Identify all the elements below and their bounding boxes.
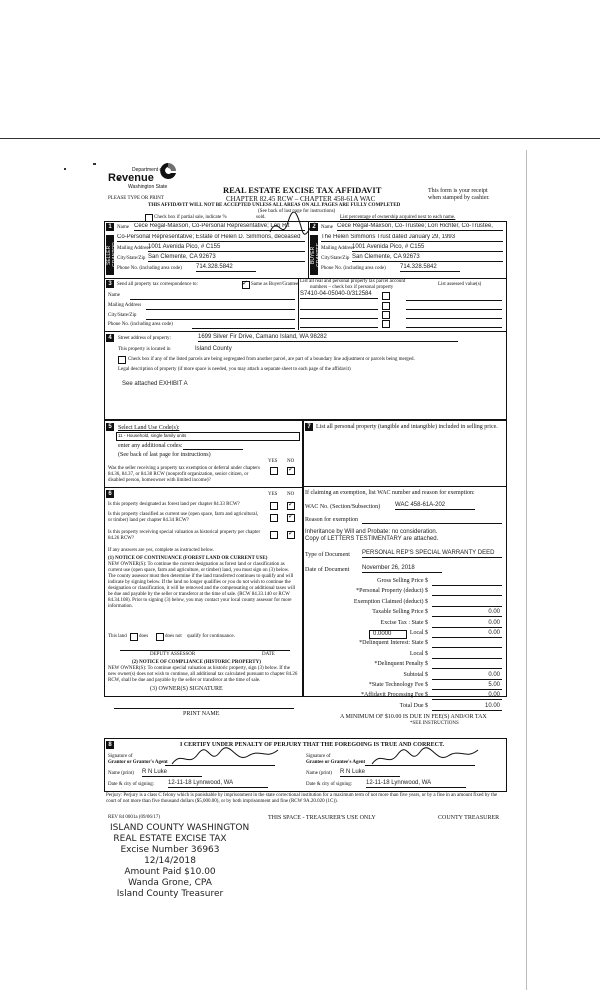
legal-description: See attached EXHIBIT A: [122, 381, 188, 387]
certify-text: I CERTIFY UNDER PENALTY OF PERJURY THAT THE FOREGOING IS TRUE AND CORRECT.: [180, 742, 445, 748]
seller-name-2: Co-Personal Representative; Estate of Helen D. Simmons, deceased: [117, 234, 305, 242]
check-mark-icon: ✓: [242, 279, 248, 287]
tax-row-line: [432, 637, 502, 638]
s6-q2-yes[interactable]: [270, 514, 278, 522]
tax-row-label: *Delinquent Penalty $: [374, 661, 428, 667]
grantee-name: R N Luke: [340, 769, 400, 777]
section-3-number: 3: [106, 280, 114, 288]
s3-phone-line: [192, 328, 295, 329]
does-not-label: does not: [165, 634, 182, 639]
scan-edge-line: [0, 138, 600, 139]
seller-name-label: Name: [117, 225, 129, 230]
stamp-line-3: Excise Number 36963: [120, 845, 220, 855]
grantee-name-label: Name (print): [306, 771, 332, 776]
qualify-label: qualify for continuance.: [187, 634, 235, 639]
scan-margin-line: [526, 150, 527, 990]
s6-q2: Is this property classified as current use (open space, farm and agricultural, or timber) land per chapter 84.34 RCW?: [108, 512, 259, 523]
warning-text: THIS AFFIDAVIT WILL NOT BE ACCEPTED UNLESS ALL AREAS ON ALL PAGES ARE FULLY COMPLETED: [148, 203, 401, 208]
wac-value: WAC 458-61A-202: [395, 502, 475, 510]
land-use-label: Select Land Use Code(s):: [118, 425, 180, 431]
sold-label: sold.: [256, 215, 266, 220]
treasurer-space: THIS SPACE - TREASURER'S USE ONLY: [268, 815, 376, 821]
parcel-2-checkbox[interactable]: [382, 302, 390, 310]
buyer-address: 1001 Avenida Pico, # C155: [352, 244, 503, 252]
stamp-line-5: Amount Paid $10.00: [124, 867, 216, 877]
sig-label-grantee-1: Signature of: [306, 754, 331, 759]
notice1-body: NEW OWNER(S): To continue the current designation as forest land or classification as current use (open space, farm and agriculture, or timber) land, you must sign on (3) below. The county assessor must then determine if the land transferred continues to qualify and will indicate by signing below. If the land no longer qualifies or you do not wish to continue the designation or classification, it will be removed and the compensating or additional taxes will be due and payable by the seller or transferor at the time of sale. (RCW 84.33.140 or RCW 84.34.108). Prior to signing (3) below, you may contact your local county assessor for more information.: [108, 562, 296, 609]
stamp-line-6: Wanda Grone, CPA: [128, 878, 212, 888]
divider: [302, 486, 506, 487]
tax-row-line: [432, 616, 502, 617]
seller-address-label: Mailing Address: [117, 246, 151, 251]
check-mark-icon: ✓: [288, 512, 294, 520]
washington-state-text: Washington State: [128, 184, 168, 190]
buyer-phone: 714.328.5842: [400, 264, 460, 272]
minimum-note-2: *SEE INSTRUCTIONS: [410, 721, 459, 726]
s3-name-label: Name: [108, 293, 120, 298]
print-name-label: PRINT NAME: [183, 711, 220, 717]
seller-phone-label: Phone No. (including area code): [117, 266, 182, 271]
tax-row-label: *Affidavit Processing Fee $: [360, 692, 428, 698]
section-4-number: 4: [106, 334, 114, 342]
minimum-note-1: A MINIMUM OF $10.00 IS DUE IN FEE(S) AND/OR TAX: [340, 714, 487, 720]
tax-row-value: 0.00: [488, 672, 500, 678]
tax-row-line: [432, 679, 502, 680]
tax-row-line: [432, 595, 502, 596]
enter-additional: enter any additional codes:: [118, 443, 183, 449]
signature-scribble-icon: [268, 212, 318, 242]
tax-row-line: [432, 668, 502, 669]
s5-see-back: (See back of last page for instructions): [118, 452, 211, 458]
reason-line: [362, 523, 502, 524]
reason-2: Copy of LETTERS TESTIMENTARY are attached.: [305, 536, 439, 542]
tax-row-label: Subtotal $: [403, 672, 428, 678]
section-8-number: 8: [106, 741, 114, 749]
grantee-date: 12-11-18 Lynnwood, WA: [366, 780, 466, 788]
assessed-line: [406, 309, 502, 310]
stamp-line-7: Island County Treasurer: [116, 889, 224, 899]
tax-row-line: [432, 606, 502, 607]
s3-name-line: [130, 299, 295, 300]
parcel-header-1: List all real and personal property tax parcel account: [300, 279, 406, 284]
assessed-line: [406, 318, 502, 319]
rev-number: REV 84 0001a (09/06/17): [108, 815, 160, 820]
personal-property-text: List all personal property (tangible and intangible) included in selling price.: [316, 424, 498, 430]
s6-q3-yes[interactable]: [270, 531, 278, 539]
parcel-line: [300, 309, 378, 310]
date-label: DATE: [262, 652, 275, 657]
notice2-title: (2) NOTICE OF COMPLIANCE (HISTORIC PROPERTY): [132, 660, 261, 665]
s6-if-yes: If any answers are yes, complete as instructed below.: [108, 548, 215, 553]
parcel-header-2: numbers – check box if personal property: [310, 285, 394, 290]
tax-row-value: 10.00: [484, 703, 500, 709]
grantor-signature-icon: [170, 746, 280, 770]
deputy-assessor-label: DEPUTY ASSESSOR: [150, 652, 196, 657]
section-5-number: 5: [106, 423, 114, 431]
tax-row-value: 5.00: [488, 682, 500, 688]
buyer-side-label: BUYER GRANTEE: [310, 235, 318, 275]
buyer-address-label: Mailing Address: [321, 246, 355, 251]
grantor-date-label: Date & city of signing:: [108, 782, 155, 787]
s5-yes-checkbox[interactable]: [270, 467, 278, 475]
buyer-name-1: Cece Regal-Maxson, Co-Trustee; Lori Richter, Co-Trustee,: [337, 223, 503, 231]
street-label: Street address of property:: [118, 336, 171, 341]
tax-row-line: [432, 585, 502, 586]
located-county: Island County: [195, 346, 232, 352]
tax-row-line: [432, 699, 502, 700]
section-6-number: 6: [106, 490, 114, 498]
s5-question: Was the seller receiving a property tax exemption or deferral under chapters 84.36, 84.37, or 84.38 RCW (nonprofit organization, senior citizen, or disabled person, homeowner with limited income)?: [108, 466, 260, 483]
receipt-note-1: This form is your receipt: [428, 188, 488, 194]
check-mark-icon: ✓: [288, 529, 294, 537]
wac-label: WAC No. (Section/Subsection): [305, 504, 381, 510]
tax-row-line: [432, 647, 502, 648]
print-name-line: [114, 708, 294, 709]
wac-header: If claiming an exemption, list WAC number and reason for exemption:: [305, 490, 475, 496]
seller-address: 1001 Avenida Pico, # C155: [148, 244, 305, 252]
section-2-number: 2: [310, 223, 318, 231]
does-label: does: [139, 634, 149, 639]
check-mark-icon: ✓: [288, 500, 294, 508]
grantee-signature-icon: [370, 746, 480, 770]
tax-row-value: 0.00: [488, 609, 500, 615]
chapter-text: CHAPTER 82.45 RCW – CHAPTER 458-61A WAC: [226, 195, 376, 203]
dept-of-text: Department of: [132, 167, 164, 173]
see-back-text: (See back of last page for instructions): [258, 209, 336, 214]
revenue-wordmark: Revenue: [108, 172, 154, 184]
land-use-value: 11 - Household, single family units: [118, 433, 187, 438]
tax-row-label: *Delinquent Interest: State $: [359, 640, 428, 646]
same-as-buyer-label: Same as Buyer/Grantee: [251, 282, 299, 287]
assessed-line: [406, 300, 502, 301]
tax-row-label: Taxable Selling Price $: [372, 609, 428, 615]
doc-date: November 26, 2018: [362, 565, 442, 573]
seller-side-label: SELLER GRANTOR: [106, 235, 114, 275]
owner-sig-label: (3) OWNER(S) SIGNATURE: [150, 686, 223, 692]
assessed-line: [406, 327, 502, 328]
section-4-box: [104, 331, 507, 420]
tax-row-value: 0.00: [488, 630, 500, 636]
grantor-date: 12-11-18 Lynnwood, WA: [168, 780, 268, 788]
grantor-name: R N Luke: [142, 769, 202, 777]
list-percentage-text: List percentage of ownership acquired next to each name.: [340, 215, 456, 220]
sig-label-grantor-1: Signature of: [108, 754, 133, 759]
s6-q1: Is this property designated as forest land per chapter 84.33 RCW?: [108, 502, 240, 507]
partial-sale-label: Check box if partial sale, indicate %: [154, 215, 227, 220]
parcel-3-checkbox[interactable]: [382, 311, 390, 319]
send-to-label: Send all property tax correspondence to:: [117, 282, 198, 287]
seller-city: San Clemente, CA 92673: [148, 254, 305, 262]
s3-city-line: [146, 319, 295, 320]
check-mark-icon: ✓: [288, 465, 294, 473]
s3-phone-label: Phone No. (including area code): [108, 322, 173, 327]
tax-row-label: Excise Tax : State $: [380, 620, 428, 626]
stamp-line-1: ISLAND COUNTY WASHINGTON: [110, 823, 250, 833]
does-not-checkbox[interactable]: [156, 633, 164, 641]
section-1-number: 1: [106, 223, 114, 231]
stamp-line-4: 12/14/2018: [144, 856, 196, 866]
stamp-line-2: REAL ESTATE EXCISE TAX: [113, 834, 227, 844]
seller-phone: 714.328.5842: [196, 264, 256, 272]
tax-row-label: Local $: [409, 630, 428, 636]
assessor-line: [120, 650, 290, 651]
buyer-name-2: The Helen Simmons Trust dated January 29, 1993: [321, 234, 503, 242]
doc-type: PERSONAL REP'S SPECIAL WARRANTY DEED: [362, 550, 502, 558]
reason-1: Inheritance by Will and Probate: no consideration.: [305, 529, 438, 535]
tax-row-label: *Personal Property (deduct) $: [356, 588, 428, 594]
s6-q1-yes[interactable]: [270, 502, 278, 510]
s6-q3: Is this property receiving special valuation as historical property per chapter 84.26 RCW?: [108, 530, 261, 541]
divider: [298, 278, 299, 330]
located-label: This property is located in: [118, 347, 171, 352]
seller-city-label: City/State/Zip: [117, 256, 146, 261]
s6-no: NO: [287, 492, 295, 497]
section-7-number: 7: [305, 423, 313, 431]
receipt-note-2: when stamped by cashier.: [428, 195, 490, 201]
segregated-text: Check box if any of the listed parcels are being segregated from another parcel, are part of a boundary line adjustment or parcels being merged.: [128, 357, 415, 362]
assessed-header: List assessed value(s): [438, 282, 482, 287]
notice2-body: NEW OWNER(S): To continue special valuation as historic property, sign (3) below. If the new owner(s) does not wish to continue, all additional tax calculated pursuant to chapter 84.26 RCW, shall be due and payable by the seller or transferor at the time of sale.: [108, 666, 298, 683]
tax-row-label: *State Technology Fee $: [368, 682, 428, 688]
parcel-line: [300, 327, 378, 328]
additional-codes-line: [183, 449, 243, 450]
buyer-phone-label: Phone No. (including area code): [321, 266, 386, 271]
please-type: PLEASE TYPE OR PRINT: [108, 196, 164, 201]
sig-label-grantee-2: Grantee or Grantee's Agent: [306, 760, 366, 765]
tax-row-label: Local $: [409, 651, 428, 657]
tax-row-value: 0.00: [488, 620, 500, 626]
parcel-4-checkbox[interactable]: [382, 320, 390, 328]
seller-name-1: Cece Regal-Maxson, Co-Personal Representative; Lori Rit: [134, 223, 305, 231]
this-land-label: This land: [108, 634, 127, 639]
buyer-city: San Clemente, CA 92673: [352, 254, 503, 262]
s5-no: NO: [287, 459, 295, 464]
parcel-1-checkbox[interactable]: [382, 292, 390, 300]
perjury-text: Perjury: Perjury is a class C felony which is punishable by imprisonment in the state correctional institution for a maximum term of not more than five years, or by a fine in an amount fixed by the court of not more than five thousand dollars ($5,000.00), or by both imprisonment and fine (RCW 9A.20.020 (1C)).: [106, 793, 498, 804]
s6-yes: YES: [268, 492, 278, 497]
s3-address-label: Mailing Address: [108, 303, 142, 308]
s3-city-label: City/State/Zip: [108, 313, 137, 318]
notice1-title: (1) NOTICE OF CONTINUANCE (FOREST LAND OR CURRENT USE): [108, 556, 268, 561]
buyer-name-label: Name: [321, 225, 333, 230]
grantee-date-label: Date & city of signing:: [306, 782, 353, 787]
s3-address-line: [146, 309, 295, 310]
tax-row-label: Gross Selling Price $: [377, 578, 428, 584]
tax-row-line: [432, 658, 502, 659]
tax-row-line: [432, 627, 502, 628]
street-address: 1699 Silver Fir Drive, Camano Island, WA 98282: [198, 334, 458, 342]
county-treasurer: COUNTY TREASURER: [438, 815, 500, 821]
page-title: REAL ESTATE EXCISE TAX AFFIDAVIT: [223, 185, 382, 195]
grantor-name-label: Name (print): [108, 771, 134, 776]
tax-row-label: Exemption Claimed (deduct) $: [353, 599, 428, 605]
reason-label: Reason for exemption: [305, 517, 358, 523]
scan-speck: [93, 163, 96, 165]
segregated-checkbox[interactable]: [118, 356, 126, 364]
buyer-city-label: City/State/Zip: [321, 256, 350, 261]
sig-label-grantor-2: Grantor or Grantor's Agent: [108, 760, 168, 765]
s5-yes: YES: [268, 459, 278, 464]
tax-row-line: [432, 710, 502, 711]
scan-speck: [64, 168, 66, 170]
legal-label: Legal description of property (if more space is needed, you may attach a separate sheet to each page of the affidavit): [118, 367, 351, 372]
tax-row-line: [432, 689, 502, 690]
tax-row-value: 0.00: [488, 692, 500, 698]
does-checkbox[interactable]: [130, 633, 138, 641]
parcel-line: [300, 318, 378, 319]
local-rate: 0.0000: [373, 631, 392, 637]
parcel-number: S7410-04-05040-0/312584: [300, 291, 378, 299]
doc-date-label: Date of Document: [305, 567, 350, 573]
doc-type-label: Type of Document: [305, 552, 350, 558]
tax-row-label: Total Due $: [399, 703, 428, 709]
